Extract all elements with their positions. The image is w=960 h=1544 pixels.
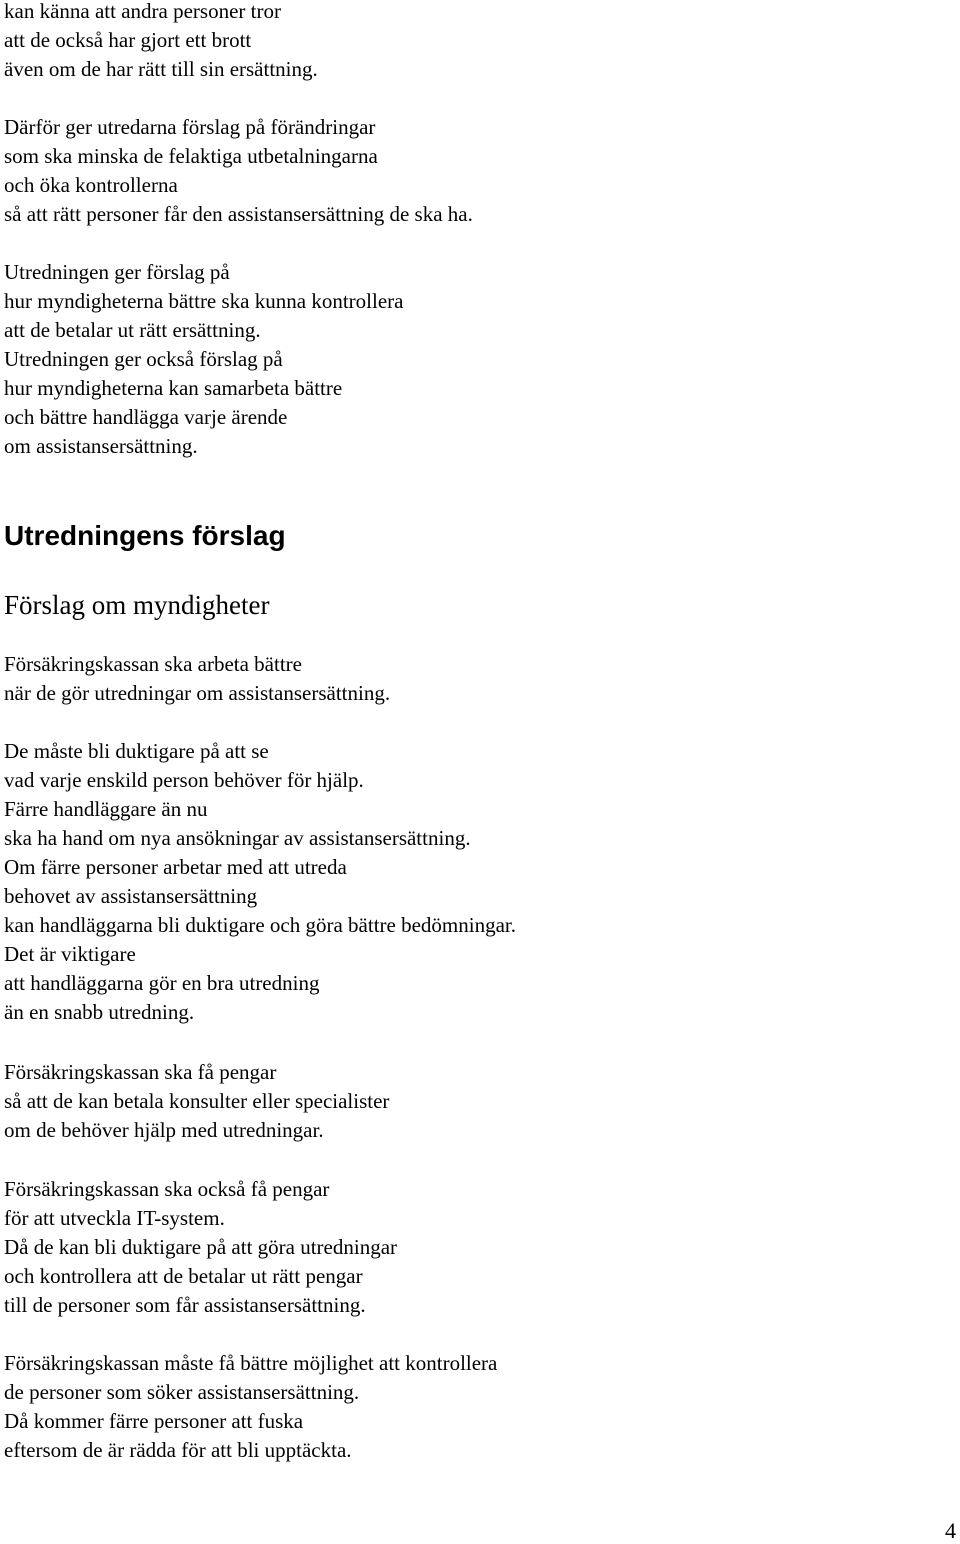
text-line: eftersom de är rädda för att bli upptäckta. (4, 1438, 352, 1462)
intro-paragraph (4, 0, 318, 84)
text-line: kan handläggarna bli duktigare och göra bättre bedömningar. (4, 913, 516, 937)
paragraph-3 (4, 258, 403, 461)
section-subheading: Förslag om myndigheter (4, 590, 270, 620)
text-line: Försäkringskassan ska få pengar (4, 1060, 277, 1084)
text-line: att handläggarna gör en bra utredning (4, 971, 320, 995)
text-line: Då de kan bli duktigare på att göra utredningar (4, 1235, 398, 1259)
text-line: och kontrollera att de betalar ut rätt pengar (4, 1264, 363, 1288)
text-line: och öka kontrollerna (4, 173, 178, 197)
text-line: om de behöver hjälp med utredningar. (4, 1118, 324, 1142)
text-line: för att utveckla IT-system. (4, 1206, 225, 1230)
paragraph-6 (4, 1058, 389, 1145)
text-line: Färre handläggare än nu (4, 797, 208, 821)
text-line: även om de har rätt till sin ersättning. (4, 57, 318, 81)
text-line: ska ha hand om nya ansökningar av assistansersättning. (4, 826, 471, 850)
paragraph-5 (4, 737, 516, 1027)
text-line: Försäkringskassan ska arbeta bättre (4, 652, 302, 676)
text-line: och bättre handlägga varje ärende (4, 405, 288, 429)
text-line: de personer som söker assistansersättning. (4, 1380, 360, 1404)
text-line: så att rätt personer får den assistansersättning de ska ha. (4, 202, 473, 226)
text-line: som ska minska de felaktiga utbetalningarna (4, 144, 378, 168)
paragraph-8 (4, 1349, 497, 1465)
text-line: kan känna att andra personer tror (4, 0, 281, 23)
text-line: Om färre personer arbetar med att utreda (4, 855, 347, 879)
text-line: att de betalar ut rätt ersättning. (4, 318, 261, 342)
text-line: Utredningen ger förslag på (4, 260, 230, 284)
text-line: om assistansersättning. (4, 434, 198, 458)
text-line: hur myndigheterna kan samarbeta bättre (4, 376, 343, 400)
text-line: Då kommer färre personer att fuska (4, 1409, 304, 1433)
text-line: Det är viktigare (4, 942, 136, 966)
text-line: behovet av assistansersättning (4, 884, 258, 908)
text-line: än en snabb utredning. (4, 1000, 195, 1024)
text-line: Utredningen ger också förslag på (4, 347, 283, 371)
paragraph-7 (4, 1175, 397, 1320)
section-heading: Utredningens förslag (4, 520, 286, 551)
text-line: till de personer som får assistansersättning. (4, 1293, 366, 1317)
paragraph-4 (4, 650, 390, 708)
page-number: 4 (945, 1518, 956, 1543)
text-line: Därför ger utredarna förslag på förändringar (4, 115, 376, 139)
text-line: så att de kan betala konsulter eller specialister (4, 1089, 390, 1113)
text-line: vad varje enskild person behöver för hjälp. (4, 768, 364, 792)
text-line: De måste bli duktigare på att se (4, 739, 269, 763)
text-line: Försäkringskassan måste få bättre möjlighet att kontrollera (4, 1351, 498, 1375)
text-line: att de också har gjort ett brott (4, 28, 252, 52)
text-line: Försäkringskassan ska också få pengar (4, 1177, 330, 1201)
paragraph-2 (4, 113, 473, 229)
text-line: hur myndigheterna bättre ska kunna kontrollera (4, 289, 404, 313)
text-line: när de gör utredningar om assistansersättning. (4, 681, 391, 705)
